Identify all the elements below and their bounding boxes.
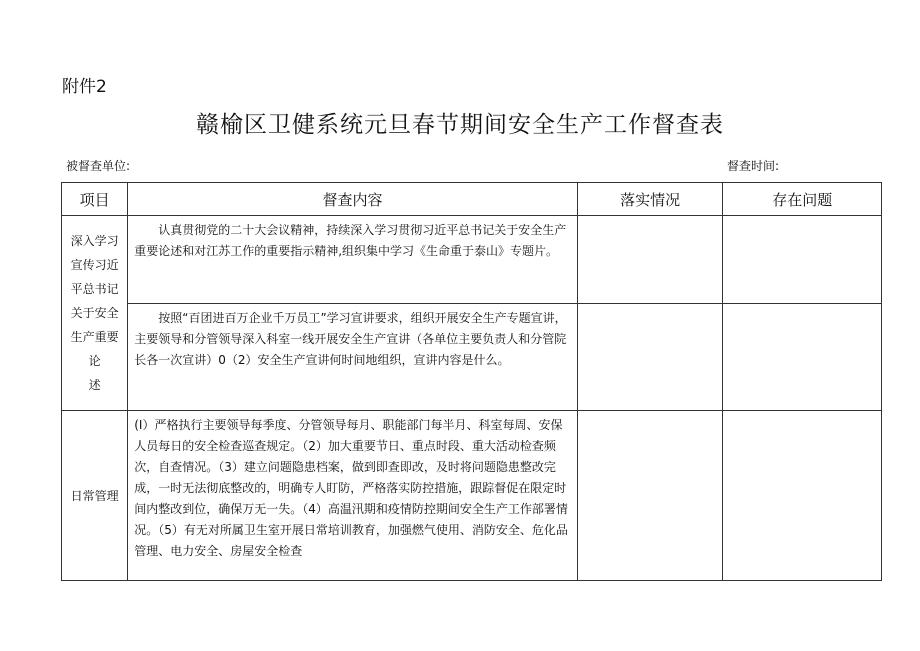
header-issues: 存在问题 <box>723 183 882 216</box>
item-line: 生产重要 <box>70 330 119 344</box>
item-line: 述 <box>88 378 101 392</box>
issues-cell[interactable] <box>723 304 882 411</box>
content-text: 认真贯彻党的二十大会议精神，持续深入学习贯彻习近平总书记关于安全生产重要论述和对江苏工作的重要指示精神,组织集中学习《生命重于泰山》专题片。 <box>134 223 567 258</box>
header-content: 督查内容 <box>128 183 578 216</box>
table-row <box>62 216 882 304</box>
item-line: 论 <box>88 354 101 368</box>
implementation-cell[interactable] <box>577 304 723 411</box>
item-cell-study <box>62 216 128 411</box>
content-cell <box>128 216 578 304</box>
table-header-row <box>62 183 882 216</box>
table-row <box>62 304 882 411</box>
item-line: 日常管理 <box>70 488 119 503</box>
issues-cell[interactable] <box>723 411 882 581</box>
item-line: 深入学习 <box>70 234 119 248</box>
inspection-table <box>61 182 882 581</box>
header-item: 项目 <box>62 183 128 216</box>
inspection-time-label: 督查时间: <box>727 159 780 173</box>
content-text: (I）严格执行主要领导每季度、分管领导每月、职能部门每半月、科室每周、安保人员每日的安全检查巡查规定。（2）加大重要节日、重点时段、重大活动检查频次，自查情况。（3）建立问题隐患档案，做到即查即改，及时将问题隐患整改完成，一时无法彻底整改的，明确专人盯防，严格落实防控措施，跟踪督促在限定时间内整改到位，确保万无一失。（4）高温汛期和疫情防控期间安全生产工作部署情况。（5）有无对所属卫生室开展日常培训教育，加强燃气使用、消防安全、危化品管理、电力安全、房屋安全检查 <box>134 418 568 558</box>
content-cell <box>128 304 578 411</box>
item-cell-daily <box>62 411 128 581</box>
table-row <box>62 411 882 581</box>
issues-cell[interactable] <box>723 216 882 304</box>
header-implementation: 落实情况 <box>577 183 723 216</box>
implementation-cell[interactable] <box>577 216 723 304</box>
item-line: 平总书记 <box>70 282 119 296</box>
document-title: 赣榆区卫健系统元旦春节期间安全生产工作督查表 <box>196 112 724 138</box>
implementation-cell[interactable] <box>577 411 723 581</box>
item-line: 关于安全 <box>70 306 119 320</box>
item-line: 宣传习近 <box>70 258 119 272</box>
inspected-unit-label: 被督查单位: <box>66 159 131 173</box>
attachment-label: 附件2 <box>62 77 107 97</box>
content-cell <box>128 411 578 581</box>
content-text: 按照“百团进百万企业千万员工”学习宣讲要求，组织开展安全生产专题宣讲，主要领导和分管领导深入科室一线开展安全生产宣讲（各单位主要负责人和分管院长各一次宣讲）0（2）安全生产宣讲何时间地组织，宣讲内容是什么。 <box>134 311 567 367</box>
